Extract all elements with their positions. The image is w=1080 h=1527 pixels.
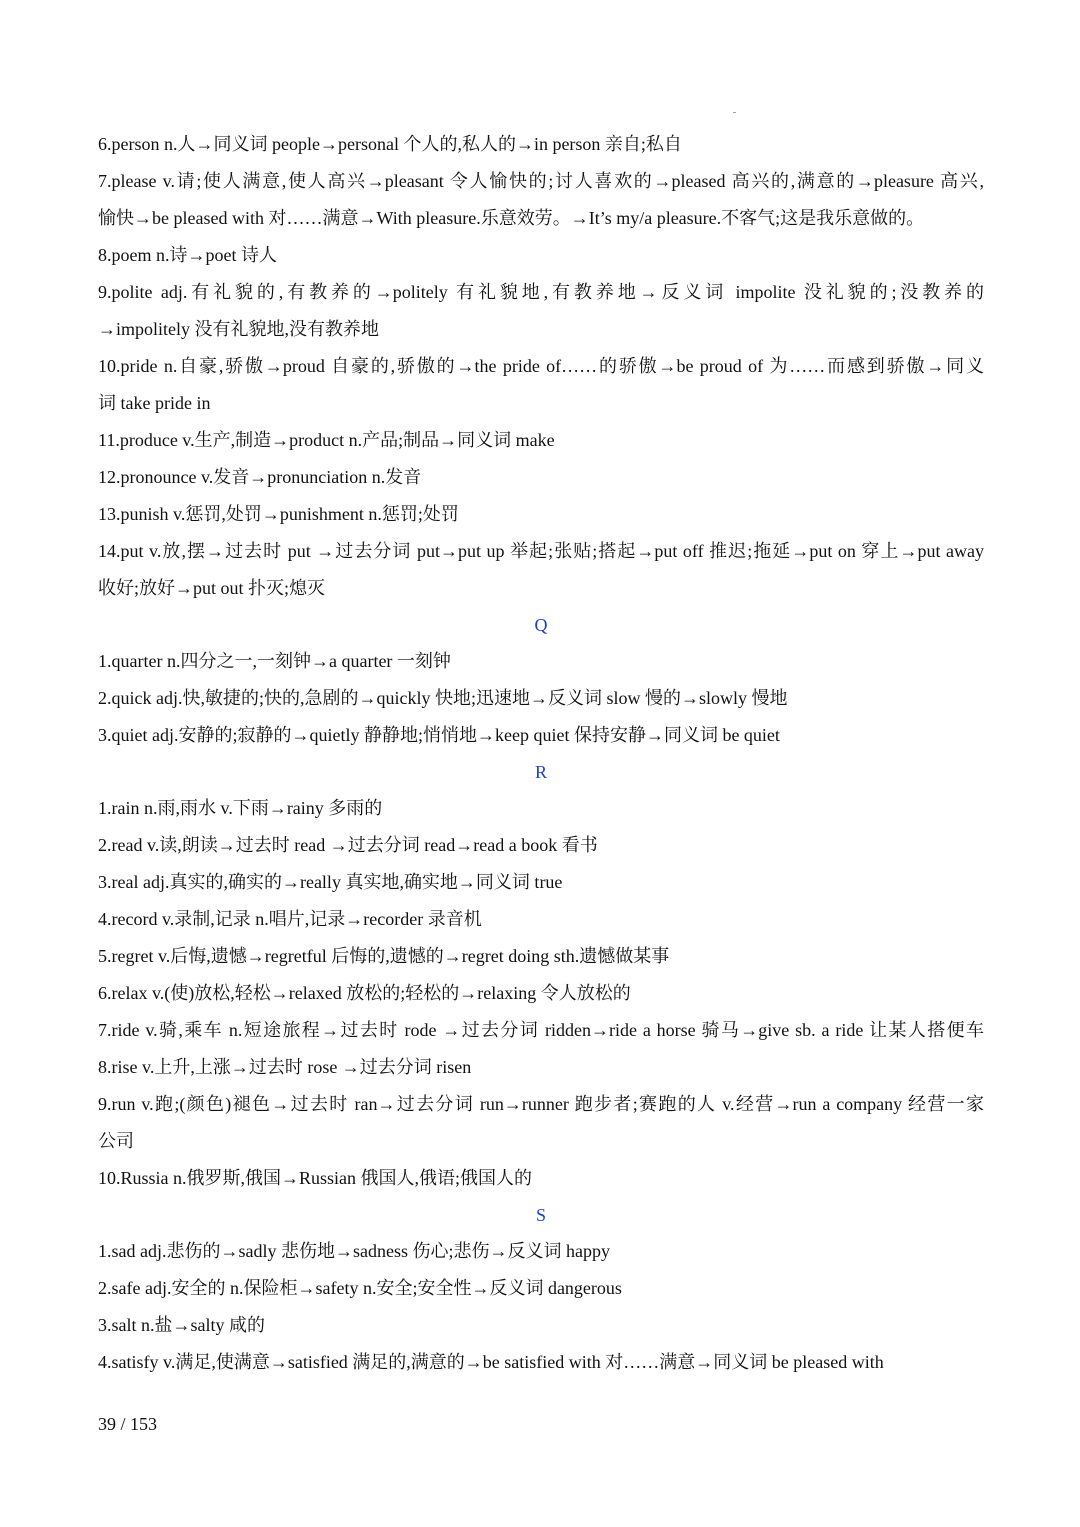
entry-please-continued: 愉快→be pleased with 对……满意→With pleasure.乐意效劳。→It’s my/a pleasure.不客气;这是我乐意做的。 — [98, 208, 925, 228]
scan-mark — [733, 112, 736, 113]
entry-russia: 10.Russia n.俄罗斯,俄国→Russian 俄国人,俄语;俄国人的 — [98, 1168, 533, 1188]
entry-poem: 8.poem n.诗→poet 诗人 — [98, 245, 277, 265]
section-heading-r: R — [534, 762, 547, 782]
entry-record: 4.record v.录制,记录 n.唱片,记录→recorder 录音机 — [98, 909, 482, 929]
entry-rain: 1.rain n.雨,雨水 v.下雨→rainy 多雨的 — [98, 798, 383, 818]
entry-run: 9.run v.跑;(颜色)褪色→过去时 ran→过去分词 run→runner 跑步者;赛跑的人 v.经营→run a company 经营一家 — [98, 1094, 984, 1114]
entry-produce: 11.produce v.生产,制造→product n.产品;制品→同义词 make — [98, 430, 555, 450]
section-heading-s: S — [535, 1205, 546, 1225]
entry-quiet: 3.quiet adj.安静的;寂静的→quietly 静静地;悄悄地→keep quiet 保持安静→同义词 be quiet — [98, 725, 780, 745]
entry-punish: 13.punish v.惩罚,处罚→punishment n.惩罚;处罚 — [98, 504, 459, 524]
page-number: 39 / 153 — [98, 1414, 158, 1434]
entry-run-continued: 公司 — [98, 1131, 134, 1151]
entry-pride: 10.pride n.自豪,骄傲→proud 自豪的,骄傲的→the pride of……的骄傲→be proud of 为……而感到骄傲→同义 — [98, 356, 984, 376]
section-heading-q: Q — [534, 615, 548, 635]
entry-put: 14.put v.放,摆→过去时 put →过去分词 put→put up 举起;张贴;搭起→put off 推迟;拖延→put on 穿上→put away — [98, 541, 984, 561]
entry-read: 2.read v.读,朗读→过去时 read →过去分词 read→read a book 看书 — [98, 835, 598, 855]
entry-put-continued: 收好;放好→put out 扑灭;熄灭 — [98, 578, 326, 598]
entry-polite: 9.polite adj.有礼貌的,有教养的→politely 有礼貌地,有教养地→反义词 impolite 没礼貌的;没教养的 — [98, 282, 984, 302]
entry-sad: 1.sad adj.悲伤的→sadly 悲伤地→sadness 伤心;悲伤→反义词 happy — [98, 1241, 610, 1261]
entry-relax: 6.relax v.(使)放松,轻松→relaxed 放松的;轻松的→relaxing 令人放松的 — [98, 983, 631, 1003]
entry-quarter: 1.quarter n.四分之一,一刻钟→a quarter 一刻钟 — [98, 651, 451, 671]
entry-person: 6.person n.人→同义词 people→personal 个人的,私人的→in person 亲自;私自 — [98, 134, 682, 154]
entry-polite-continued: →impolitely 没有礼貌地,没有教养地 — [98, 319, 379, 339]
entry-satisfy: 4.satisfy v.满足,使满意→satisfied 满足的,满意的→be satisfied with 对……满意→同义词 be pleased with — [98, 1352, 884, 1372]
entry-rise: 8.rise v.上升,上涨→过去时 rose →过去分词 risen — [98, 1057, 472, 1077]
entry-quick: 2.quick adj.快,敏捷的;快的,急剧的→quickly 快地;迅速地→反义词 slow 慢的→slowly 慢地 — [98, 688, 788, 708]
entry-safe: 2.safe adj.安全的 n.保险柜→safety n.安全;安全性→反义词 dangerous — [98, 1278, 622, 1298]
entry-regret: 5.regret v.后悔,遗憾→regretful 后悔的,遗憾的→regret doing sth.遗憾做某事 — [98, 946, 670, 966]
entry-real: 3.real adj.真实的,确实的→really 真实地,确实地→同义词 true — [98, 872, 563, 892]
entry-please: 7.please v.请;使人满意,使人高兴→pleasant 令人愉快的;讨人喜欢的→pleased 高兴的,满意的→pleasure 高兴, — [98, 171, 984, 191]
entry-pride-continued: 词 take pride in — [98, 393, 211, 413]
entry-ride: 7.ride v.骑,乘车 n.短途旅程→过去时 rode →过去分词 ridden→ride a horse 骑马→give sb. a ride 让某人搭便车 — [98, 1020, 984, 1040]
vocabulary-list — [98, 126, 984, 1381]
entry-pronounce: 12.pronounce v.发音→pronunciation n.发音 — [98, 467, 422, 487]
entry-salt: 3.salt n.盐→salty 咸的 — [98, 1315, 265, 1335]
